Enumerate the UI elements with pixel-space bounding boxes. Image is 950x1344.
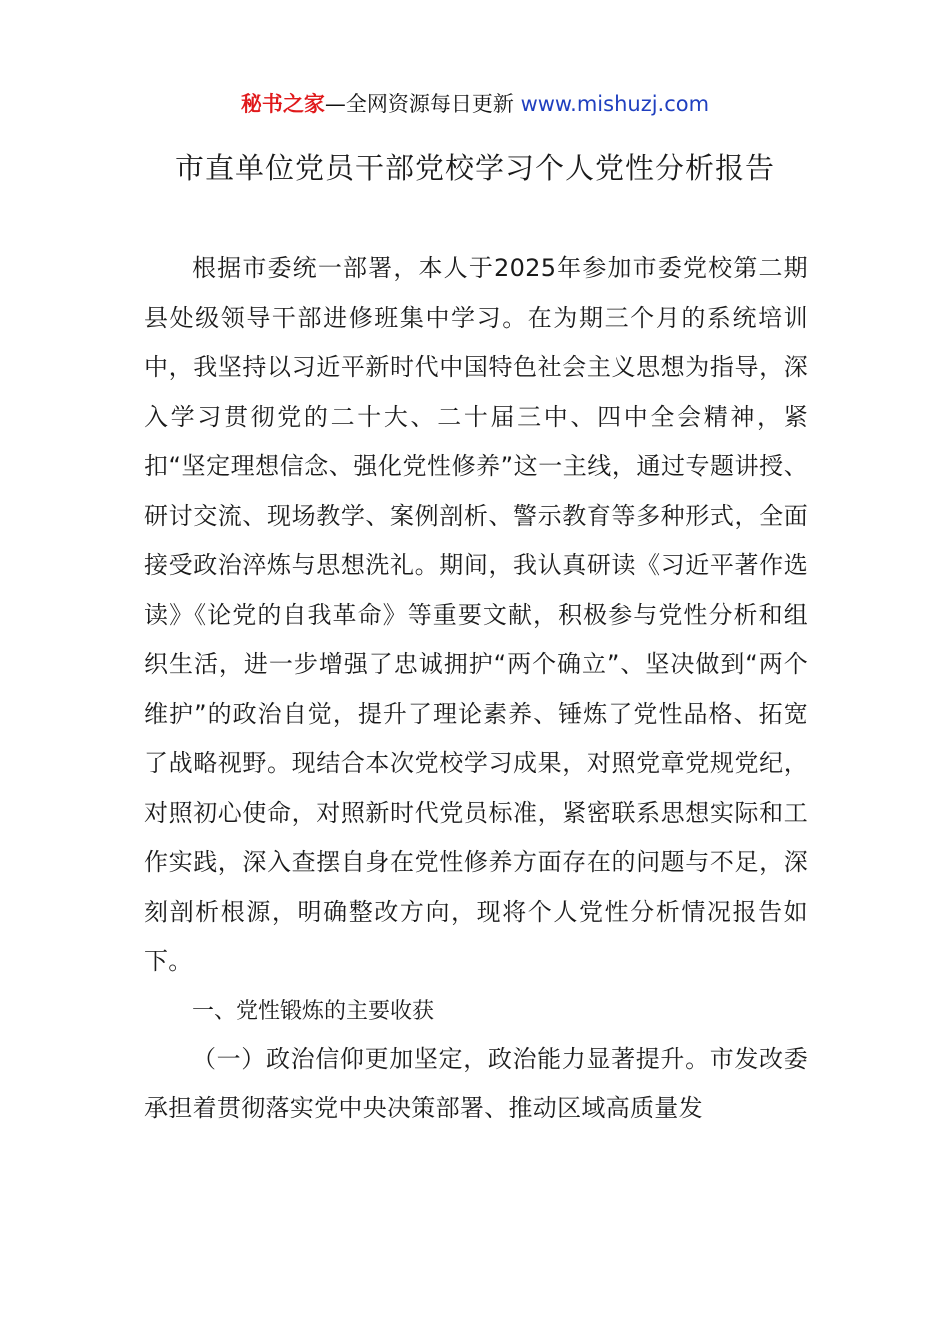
brand-name: 秘书之家 xyxy=(240,92,325,116)
intro-paragraph: 根据市委统一部署，本人于2025年参加市委党校第二期县处级领导干部进修班集中学习。在为期三个月的系统培训中，我坚持以习近平新时代中国特色社会主义思想为指导，深入学习贯彻党的二十大、二十届三中、四中全会精神，紧扣“坚定理想信念、强化党性修养”这一主线，通过专题讲授、研讨交流、现场教学、案例剖析、警示教育等多种形式，全面接受政治淬炼与思想洗礼。期间，我认真研读《习近平著作选读》《论党的自我革命》等重要文献，积极参与党性分析和组织生活，进一步增强了忠诚拥护“两个确立”、坚决做到“两个维护”的政治自觉，提升了理论素养、锤炼了党性品格、拓宽了战略视野。现结合本次党校学习成果，对照党章党规党纪，对照初心使命，对照新时代党员标准，紧密联系思想实际和工作实践，深入查摆自身在党性修养方面存在的问题与不足，深刻剖析根源，明确整改方向，现将个人党性分析情况报告如下。 xyxy=(144,254,809,975)
document-title: 市直单位党员干部党校学习个人党性分析报告 xyxy=(174,151,775,185)
subsection-paragraph: （一）政治信仰更加坚定，政治能力显著提升。市发改委承担着贯彻落实党中央决策部署、推动区域高质量发 xyxy=(144,1044,808,1122)
document-body xyxy=(144,244,808,1134)
header-tagline: —全网资源每日更新 xyxy=(324,92,521,116)
site-header xyxy=(0,88,950,120)
site-url-link[interactable]: www.mishuzj.com xyxy=(520,92,710,116)
section-heading: 一、党性锻炼的主要收获 xyxy=(192,998,435,1024)
